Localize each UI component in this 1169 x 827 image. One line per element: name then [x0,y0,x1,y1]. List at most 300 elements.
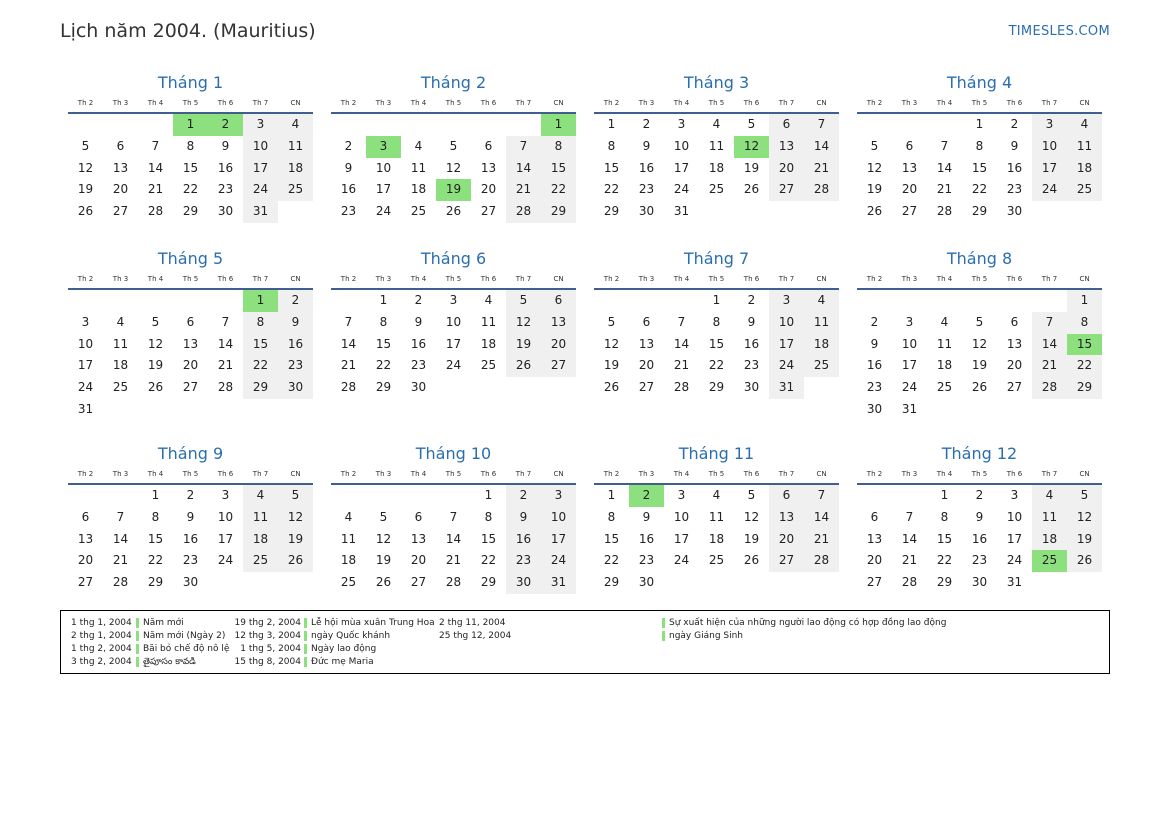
day-cell: 24 [541,550,576,572]
day-cell: 18 [243,529,278,551]
day-cell: 10 [375,160,392,175]
empty-cell [506,114,541,136]
weekday-label: Th 7 [515,275,532,283]
weekday-label: Th 6 [480,275,497,283]
day-cell: 20 [112,182,129,197]
day-cell: 26 [506,355,541,377]
day-cell: 21 [445,553,462,568]
day-cell: 15 [182,160,199,175]
day-cell: 27 [769,179,804,201]
day-cell: 5 [151,314,160,329]
day-cell: 21 [112,553,129,568]
day-cell: 14 [804,507,839,529]
day-cell: 6 [769,114,804,136]
legend-marker [136,657,139,667]
day-cell: 14 [936,160,953,175]
weekday-label: Th 2 [77,470,94,478]
empty-cell [103,290,138,312]
day-cell: 20 [77,553,94,568]
weekday-label: Th 4 [673,99,690,107]
day-cell: 15 [936,531,953,546]
legend-name: Ngày lao động [311,644,377,654]
weekday-label: Th 7 [252,99,269,107]
legend-name: Năm mới [143,618,184,628]
legend-name: తైపూసం కావడి [143,657,196,667]
day-cell: 23 [743,358,760,373]
day-cell: 1 [712,293,721,307]
day-cell: 14 [673,336,690,351]
day-cell: 20 [769,529,804,551]
weekday-label: Th 3 [638,275,655,283]
day-cell: 13 [769,136,804,158]
empty-cell [892,114,927,136]
day-cell: 17 [217,531,234,546]
day-cell: 20 [1006,358,1023,373]
day-cell: 20 [638,358,655,373]
weekday-header [594,95,839,111]
month-calendar [594,72,839,223]
weekday-label: CN [290,275,301,283]
empty-cell [892,290,927,312]
weekday-header [857,95,1102,111]
day-cell: 29 [936,575,953,590]
day-cell: 12 [445,160,462,175]
day-cell: 26 [375,575,392,590]
day-cell: 10 [1032,136,1067,158]
weekday-label: Th 4 [147,470,164,478]
day-cell: 8 [1067,312,1102,334]
weekday-label: Th 2 [340,470,357,478]
legend-name: ngày Quốc khánh [311,631,391,641]
weekday-label: Th 4 [410,99,427,107]
day-cell: 29 [603,204,620,219]
day-cell: 11 [708,509,725,524]
day-cell: 26 [971,380,988,395]
day-cell: 19 [77,182,94,197]
day-cell: 14 [445,531,462,546]
day-cell: 15 [971,160,988,175]
weekday-label: Th 5 [708,275,725,283]
day-cell: 27 [410,575,427,590]
day-cell: 25 [1067,179,1102,201]
day-cell: 25 [936,380,953,395]
day-cell: 30 [638,204,655,219]
weekday-label: Th 4 [147,275,164,283]
day-cell: 20 [410,553,427,568]
day-cell: 30 [971,575,988,590]
day-cell: 24 [901,380,918,395]
legend-date: 25 thg 12, 2004 [439,631,512,641]
day-cell: 3 [221,488,230,502]
legend-item [231,617,435,629]
day-cell: 12 [1067,507,1102,529]
holiday-day-cell: 2 [629,485,664,507]
day-cell: 29 [603,575,620,590]
empty-cell [401,114,436,136]
day-cell: 11 [112,336,129,351]
weekday-label: Th 2 [603,99,620,107]
legend-marker [136,631,139,641]
legend-name: Bãi bỏ chế độ nô lệ [143,644,230,654]
empty-cell [857,114,892,136]
day-cell: 27 [480,204,497,219]
day-cell: 6 [186,314,195,329]
day-cell: 9 [747,314,756,329]
day-cell: 27 [866,575,883,590]
weekday-label: Th 2 [866,470,883,478]
weekday-label: Th 6 [743,275,760,283]
day-cell: 9 [870,336,879,351]
day-cell: 8 [712,314,721,329]
day-cell: 27 [638,380,655,395]
day-cell: 11 [243,507,278,529]
empty-cell [68,485,103,507]
day-cell: 15 [243,334,278,356]
day-cell: 4 [940,314,949,329]
day-cell: 29 [708,380,725,395]
day-cell: 7 [151,138,160,153]
day-cell: 22 [603,182,620,197]
day-cell: 17 [243,158,278,180]
legend-name: Đức mẹ Maria [311,657,374,667]
empty-cell [664,290,699,312]
day-cell: 4 [116,314,125,329]
day-cell: 28 [112,575,129,590]
day-cell: 10 [901,336,918,351]
day-cell: 17 [769,334,804,356]
day-cell: 22 [1067,355,1102,377]
empty-cell [962,290,997,312]
day-cell: 7 [905,509,914,524]
day-cell: 14 [147,160,164,175]
weekday-label: CN [553,275,564,283]
day-cell: 1 [1067,290,1102,312]
day-cell: 11 [936,336,953,351]
day-cell: 27 [901,204,918,219]
weekday-label: Th 4 [673,470,690,478]
day-cell: 24 [673,182,690,197]
day-grid [68,290,313,421]
day-grid [331,290,576,399]
day-cell: 28 [147,204,164,219]
empty-cell [103,485,138,507]
day-cell: 4 [1032,485,1067,507]
weekday-header [857,271,1102,287]
legend-item [71,630,225,642]
day-cell: 13 [77,531,94,546]
day-cell: 14 [804,136,839,158]
day-cell: 2 [1010,117,1019,131]
day-cell: 13 [901,160,918,175]
day-cell: 30 [217,204,234,219]
weekday-label: Th 5 [445,275,462,283]
day-cell: 8 [975,138,984,153]
month-calendar [68,72,313,223]
weekday-label: Th 5 [971,99,988,107]
day-cell: 25 [278,179,313,201]
weekday-header [331,95,576,111]
day-cell: 8 [940,509,949,524]
day-cell: 18 [708,531,725,546]
day-cell: 18 [1067,158,1102,180]
day-cell: 28 [804,550,839,572]
weekday-label: Th 6 [217,275,234,283]
day-cell: 2 [278,290,313,312]
day-cell: 19 [278,529,313,551]
day-cell: 30 [410,380,427,395]
empty-cell [927,290,962,312]
day-cell: 13 [480,160,497,175]
day-cell: 18 [708,160,725,175]
empty-cell [208,290,243,312]
empty-cell [138,114,173,136]
weekday-label: Th 2 [603,470,620,478]
day-cell: 25 [243,550,278,572]
day-cell: 26 [743,182,760,197]
day-cell: 11 [480,314,497,329]
day-cell: 19 [1067,529,1102,551]
day-cell: 5 [747,488,756,502]
day-cell: 3 [541,485,576,507]
day-cell: 1 [975,117,984,131]
day-cell: 18 [1032,529,1067,551]
weekday-header [331,271,576,287]
day-cell: 16 [638,531,655,546]
day-cell: 29 [971,204,988,219]
day-cell: 23 [1006,182,1023,197]
day-cell: 21 [506,179,541,201]
day-cell: 28 [901,575,918,590]
day-cell: 11 [1032,507,1067,529]
day-cell: 24 [217,553,234,568]
brand-link[interactable]: TIMESLES.COM [1008,24,1110,39]
weekday-label: Th 3 [901,275,918,283]
day-cell: 6 [484,138,493,153]
day-cell: 8 [243,312,278,334]
weekday-label: Th 5 [445,470,462,478]
day-cell: 24 [673,553,690,568]
day-cell: 8 [379,314,388,329]
weekday-header [857,466,1102,482]
day-cell: 2 [344,138,353,153]
day-cell: 20 [480,182,497,197]
day-cell: 19 [866,182,883,197]
weekday-label: Th 3 [375,470,392,478]
weekday-label: Th 7 [252,470,269,478]
day-cell: 17 [77,358,94,373]
day-cell: 7 [506,136,541,158]
day-cell: 6 [116,138,125,153]
day-cell: 23 [182,553,199,568]
empty-cell [331,485,366,507]
day-cell: 3 [905,314,914,329]
day-cell: 28 [673,380,690,395]
day-cell: 29 [541,201,576,223]
day-grid [594,114,839,223]
day-cell: 20 [901,182,918,197]
weekday-label: Th 5 [708,470,725,478]
weekday-label: CN [816,99,827,107]
day-cell: 24 [243,179,278,201]
month-title: Tháng 6 [420,249,487,268]
day-cell: 29 [182,204,199,219]
day-cell: 15 [147,531,164,546]
day-cell: 26 [1067,550,1102,572]
weekday-label: Th 7 [252,275,269,283]
legend-item [71,617,184,629]
day-cell: 2 [506,485,541,507]
weekday-header [594,271,839,287]
day-cell: 31 [77,401,94,416]
day-cell: 21 [147,182,164,197]
day-cell: 26 [866,204,883,219]
day-cell: 16 [506,529,541,551]
month-title: Tháng 7 [683,249,750,268]
day-cell: 17 [673,160,690,175]
weekday-label: Th 2 [340,275,357,283]
legend-name: Sự xuất hiện của những người lao động có hợp đồng lao động [669,618,947,628]
legend-name: Lễ hội mùa xuân Trung Hoa [311,618,435,628]
day-cell: 5 [379,509,388,524]
day-cell: 6 [81,509,90,524]
month-calendar [857,443,1102,594]
day-cell: 16 [340,182,357,197]
month-title: Tháng 9 [157,444,224,463]
day-cell: 1 [607,117,616,131]
day-cell: 31 [673,204,690,219]
empty-cell [366,114,401,136]
day-cell: 5 [506,290,541,312]
day-cell: 21 [340,358,357,373]
day-cell: 20 [866,553,883,568]
day-cell: 22 [243,355,278,377]
day-cell: 16 [182,531,199,546]
day-cell: 8 [484,509,493,524]
day-cell: 14 [217,336,234,351]
day-cell: 10 [77,336,94,351]
day-cell: 30 [638,575,655,590]
day-cell: 5 [870,138,879,153]
day-cell: 9 [642,138,651,153]
weekday-label: Th 4 [673,275,690,283]
day-cell: 1 [940,488,949,502]
day-cell: 16 [1006,160,1023,175]
day-cell: 2 [186,488,195,502]
day-cell: 14 [1032,334,1067,356]
day-cell: 24 [77,380,94,395]
weekday-label: Th 2 [866,275,883,283]
empty-cell [436,485,471,507]
month-calendar [331,72,576,223]
day-cell: 12 [743,509,760,524]
month-calendar [331,443,576,594]
day-cell: 17 [901,358,918,373]
day-cell: 3 [677,117,686,131]
day-grid [68,485,313,594]
day-cell: 9 [344,160,353,175]
empty-cell [331,290,366,312]
weekday-label: Th 3 [638,99,655,107]
day-cell: 29 [375,380,392,395]
weekday-label: Th 4 [936,470,953,478]
day-grid [594,485,839,594]
day-grid [857,485,1102,594]
day-cell: 25 [804,355,839,377]
day-cell: 31 [769,377,804,399]
day-cell: 19 [147,358,164,373]
day-cell: 19 [971,358,988,373]
day-cell: 3 [677,488,686,502]
day-cell: 29 [243,377,278,399]
day-cell: 31 [1006,575,1023,590]
day-cell: 11 [708,138,725,153]
weekday-label: CN [290,470,301,478]
day-cell: 4 [1067,114,1102,136]
day-cell: 8 [607,509,616,524]
legend-name: Năm mới (Ngày 2) [143,631,226,641]
holiday-day-cell: 15 [1067,334,1102,356]
day-cell: 9 [1010,138,1019,153]
day-cell: 11 [1067,136,1102,158]
day-cell: 24 [1032,179,1067,201]
day-cell: 10 [243,136,278,158]
weekday-label: Th 7 [778,275,795,283]
weekday-label: Th 2 [866,99,883,107]
day-cell: 14 [506,158,541,180]
day-cell: 8 [151,509,160,524]
day-grid [331,485,576,594]
weekday-label: Th 6 [1006,470,1023,478]
day-cell: 6 [1010,314,1019,329]
month-calendar [857,72,1102,223]
weekday-header [594,466,839,482]
day-cell: 12 [603,336,620,351]
day-cell: 28 [804,179,839,201]
page-title: Lịch năm 2004. (Mauritius) [60,20,316,42]
day-cell: 7 [677,314,686,329]
weekday-label: Th 7 [778,99,795,107]
legend-marker [304,618,307,628]
legend-date: 1 thg 2, 2004 [71,644,132,654]
day-cell: 23 [866,380,883,395]
empty-cell [1032,290,1067,312]
month-title: Tháng 10 [415,444,492,463]
day-cell: 3 [1010,488,1019,502]
day-cell: 26 [445,204,462,219]
weekday-label: Th 4 [410,275,427,283]
day-cell: 16 [638,160,655,175]
weekday-label: Th 4 [147,99,164,107]
day-cell: 10 [541,507,576,529]
legend-item [71,643,229,655]
day-cell: 30 [1006,204,1023,219]
weekday-label: Th 4 [936,99,953,107]
day-cell: 22 [936,553,953,568]
month-calendar [68,443,313,594]
months-grid [68,72,1101,602]
day-cell: 4 [243,485,278,507]
day-cell: 12 [971,336,988,351]
legend-marker [304,644,307,654]
day-cell: 9 [642,509,651,524]
day-cell: 7 [940,138,949,153]
day-cell: 13 [1006,336,1023,351]
day-cell: 15 [603,160,620,175]
day-cell: 13 [182,336,199,351]
day-cell: 13 [112,160,129,175]
day-cell: 27 [1006,380,1023,395]
day-cell: 18 [410,182,427,197]
